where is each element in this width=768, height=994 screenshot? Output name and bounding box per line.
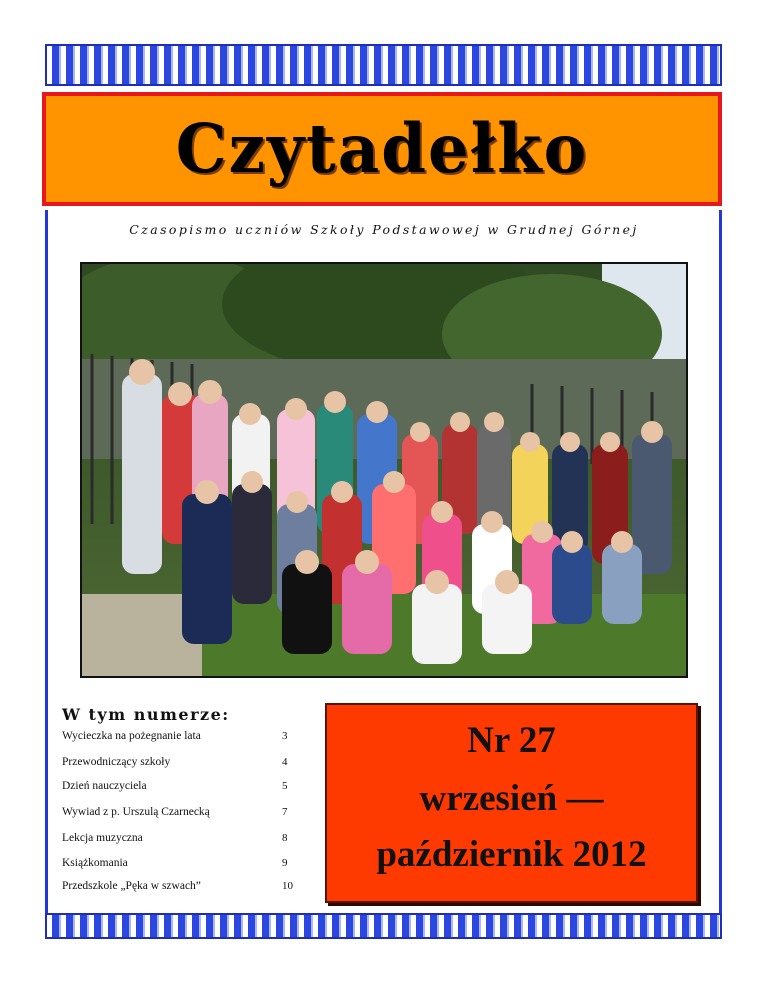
toc-item-title: Książkomania	[62, 857, 128, 869]
toc-item[interactable]	[62, 857, 302, 869]
toc-item-page: 4	[282, 756, 288, 768]
masthead-title: Czytadełko	[175, 109, 589, 189]
toc-item-title: Przedszkole „Pęka w szwach”	[62, 880, 201, 892]
toc-item-title: Przewodniczący szkoły	[62, 756, 171, 768]
toc-item[interactable]	[62, 780, 302, 792]
issue-number: Nr 27	[467, 720, 556, 761]
toc-item-title: Lekcja muzyczna	[62, 832, 143, 844]
frame-left-line	[45, 210, 48, 915]
masthead-box	[42, 92, 722, 206]
cover-photo	[80, 262, 688, 678]
toc-item-page: 9	[282, 857, 288, 869]
frame-right-line	[719, 210, 722, 915]
decorative-bottom-border	[45, 913, 722, 939]
toc-item-page: 5	[282, 780, 288, 792]
decorative-top-border	[45, 44, 722, 86]
toc-item-page: 7	[282, 806, 288, 818]
toc-item[interactable]	[62, 832, 302, 844]
toc-item-title: Wywiad z p. Urszulą Czarnecką	[62, 806, 210, 818]
toc-item-title: Wycieczka na pożegnanie lata	[62, 730, 201, 742]
issue-months-line: wrzesień —	[419, 778, 604, 819]
issue-date-line: październik 2012	[376, 834, 647, 875]
group-photo-children-icon	[82, 264, 686, 676]
toc-item[interactable]	[62, 756, 302, 768]
toc-item[interactable]	[62, 806, 302, 818]
toc-item-title: Dzień nauczyciela	[62, 780, 147, 792]
issue-box	[325, 703, 698, 903]
toc-heading: W tym numerze:	[62, 705, 230, 724]
toc-item-page: 10	[282, 880, 293, 892]
toc-item-page: 8	[282, 832, 288, 844]
masthead-subtitle: Czasopismo uczniów Szkoły Podstawowej w Grudnej Górnej	[129, 222, 639, 237]
toc-item-page: 3	[282, 730, 288, 742]
toc-item[interactable]	[62, 730, 302, 742]
toc-item[interactable]	[62, 880, 302, 892]
